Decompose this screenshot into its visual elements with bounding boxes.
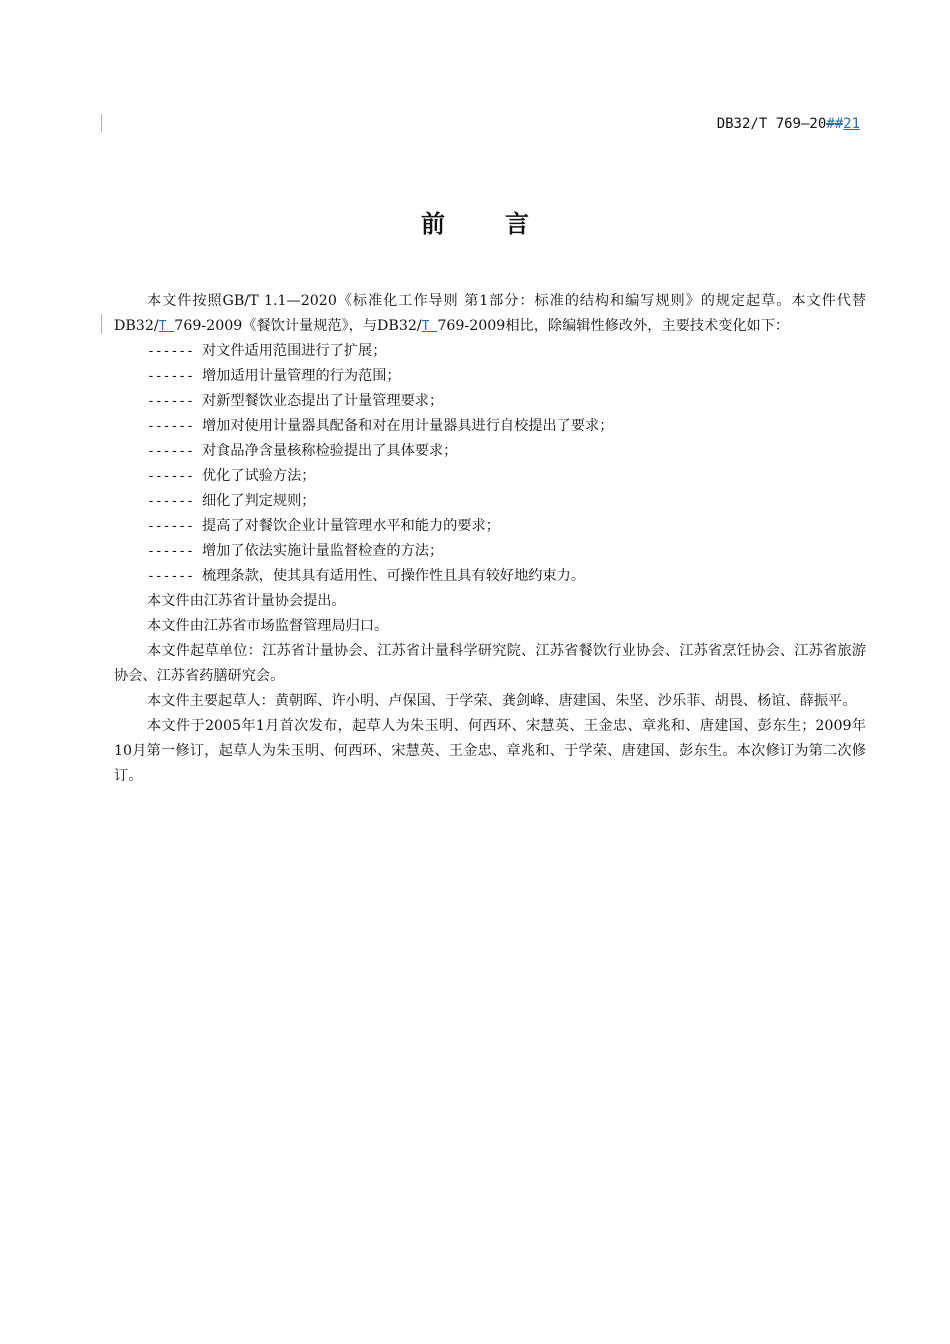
change-item bbox=[114, 539, 866, 564]
change-item-text: 提高了对餐饮企业计量管理水平和能力的要求； bbox=[201, 518, 500, 534]
change-item bbox=[114, 364, 866, 389]
dash-marker: ------ bbox=[147, 469, 194, 484]
dash-marker: ------ bbox=[147, 369, 194, 384]
intro-paragraph bbox=[114, 289, 866, 339]
change-item bbox=[114, 414, 866, 439]
page-title: 前言 bbox=[421, 210, 589, 238]
standard-code-prefix: DB32/T 769—20 bbox=[716, 116, 827, 132]
dash-marker: ------ bbox=[147, 419, 194, 434]
change-item-text: 对文件适用范围进行了扩展； bbox=[201, 343, 387, 359]
change-item bbox=[114, 339, 866, 364]
change-item bbox=[114, 564, 866, 589]
intro-text-c: 769-2009相比，除编辑性修改外，主要技术变化如下： bbox=[437, 318, 790, 334]
drafters-paragraph: 本文件主要起草人：黄朝晖、许小明、卢保国、于学荣、龚剑峰、唐建国、朱坚、沙乐菲、胡畏、杨谊、薛振平。 bbox=[147, 693, 857, 709]
history-paragraph: 本文件于2005年1月首次发布，起草人为朱玉明、何西环、宋慧英、王金忠、章兆和、唐建国、彭东生；2009年10月第一修订，起草人为朱玉明、何西环、宋慧英、王金忠、章兆和、于学荣、唐建国、彭东生。本次修订为第二次修订。 bbox=[114, 718, 866, 784]
dash-marker: ------ bbox=[147, 444, 194, 459]
standard-code-inserted: 21 bbox=[843, 116, 860, 132]
dash-marker: ------ bbox=[147, 494, 194, 509]
standard-code bbox=[717, 116, 860, 132]
dash-marker: ------ bbox=[147, 519, 194, 534]
change-item-text: 增加了依法实施计量监督检查的方法； bbox=[201, 543, 444, 559]
revision-change-bar bbox=[101, 114, 102, 132]
change-item-text: 细化了判定规则； bbox=[201, 493, 316, 509]
change-item-text: 梳理条款，使其具有适用性、可操作性且具有较好地约束力。 bbox=[201, 568, 586, 584]
change-item-text: 优化了试验方法； bbox=[201, 468, 316, 484]
drafting-units-paragraph: 本文件起草单位：江苏省计量协会、江苏省计量科学研究院、江苏省餐饮行业协会、江苏省烹饪协会、江苏省旅游协会、江苏省药膳研究会。 bbox=[114, 643, 866, 684]
change-item bbox=[114, 389, 866, 414]
intro-text-a: 本文件按照GB/T 1.1—2020《标准化工作导则 第1部分：标准的结构和编写规则》的规定起草。本文件代替DB32/ bbox=[114, 293, 866, 334]
change-item bbox=[114, 489, 866, 514]
change-item-text: 对新型餐饮业态提出了计量管理要求； bbox=[201, 393, 444, 409]
dash-marker: ------ bbox=[147, 569, 194, 584]
standard-code-deleted: ## bbox=[826, 116, 844, 132]
change-item-text: 对食品净含量核称检验提出了具体要求； bbox=[201, 443, 458, 459]
dash-marker: ------ bbox=[147, 344, 194, 359]
dash-marker: ------ bbox=[147, 394, 194, 409]
intro-text-b: 769-2009《餐饮计量规范》，与DB32/ bbox=[174, 318, 422, 334]
change-item-text: 增加对使用计量器具配备和对在用计量器具进行自校提出了要求； bbox=[201, 418, 614, 434]
revision-change-bar bbox=[101, 314, 102, 334]
change-item-text: 增加适用计量管理的行为范围； bbox=[201, 368, 401, 384]
change-item bbox=[114, 439, 866, 464]
dash-marker: ------ bbox=[147, 544, 194, 559]
intro-inserted-1: T bbox=[158, 319, 175, 334]
intro-inserted-2: T bbox=[421, 319, 438, 334]
change-item bbox=[114, 514, 866, 539]
proposed-by-paragraph: 本文件由江苏省计量协会提出。 bbox=[147, 593, 346, 609]
managed-by-paragraph: 本文件由江苏省市场监督管理局归口。 bbox=[147, 618, 389, 634]
change-item bbox=[114, 464, 866, 489]
foreword-body bbox=[114, 289, 866, 789]
